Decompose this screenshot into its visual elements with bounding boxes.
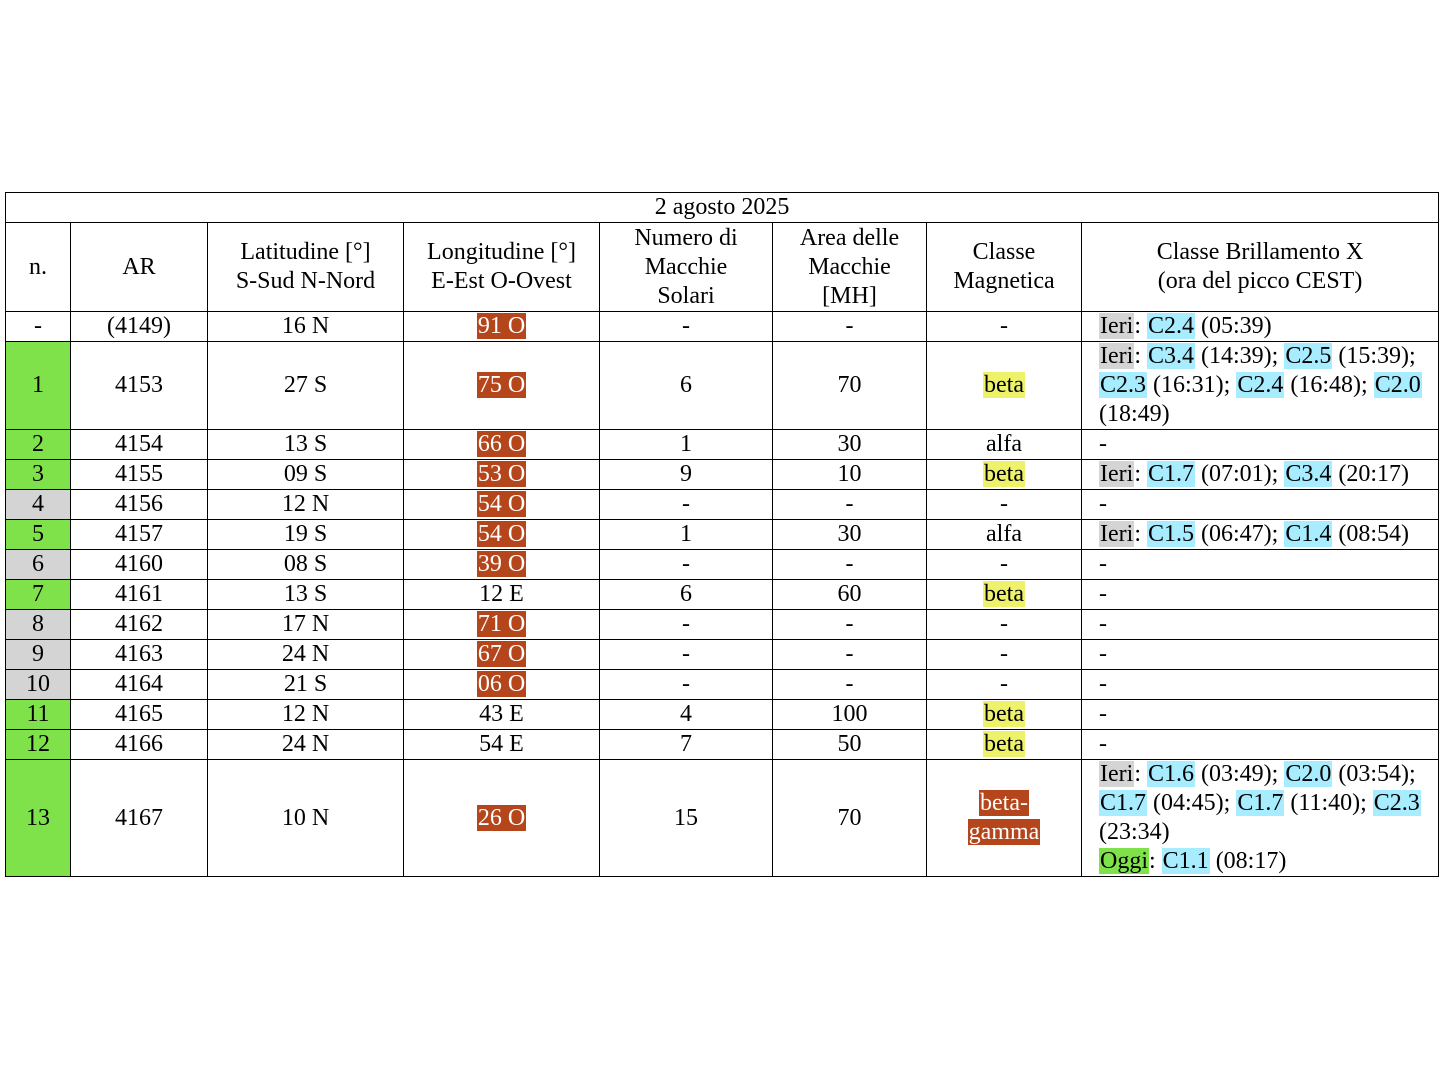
flare-class: C2.0	[1374, 372, 1421, 398]
sunspot-count: 9	[600, 460, 773, 490]
longitude	[404, 610, 600, 640]
flare-class: C1.7	[1100, 790, 1147, 816]
magnetic-class: -	[927, 550, 1082, 580]
magnetic-class: -	[927, 640, 1082, 670]
flare-list: -	[1082, 490, 1439, 520]
sunspot-area: 10	[773, 460, 927, 490]
flare-class: C1.6	[1147, 761, 1194, 787]
header-n: n.	[6, 223, 71, 312]
active-region: 4156	[71, 490, 208, 520]
magnetic-class: -	[927, 490, 1082, 520]
yesterday-label: Ieri	[1100, 313, 1134, 339]
longitude-highlight: 54 O	[477, 521, 526, 547]
flare-list: Ieri: C1.7 (07:01); C3.4 (20:17)	[1082, 460, 1439, 490]
sunspot-area: 100	[773, 700, 927, 730]
flare-list: -	[1082, 430, 1439, 460]
flare-class: C2.3	[1100, 372, 1147, 398]
magnetic-class-highlight: beta	[984, 581, 1024, 607]
longitude	[404, 430, 600, 460]
flare-list: -	[1082, 580, 1439, 610]
longitude-highlight: 75 O	[477, 372, 526, 398]
row-number: 1	[6, 342, 71, 430]
today-label: Oggi	[1100, 848, 1148, 874]
longitude-highlight: 26 O	[477, 804, 526, 831]
latitude: 24 N	[208, 730, 404, 760]
flare-list: Ieri: C1.5 (06:47); C1.4 (08:54)	[1082, 520, 1439, 550]
magnetic-class-highlight: beta-	[980, 790, 1028, 816]
row-number: 8	[6, 610, 71, 640]
row-number: 3	[6, 460, 71, 490]
row-number: 7	[6, 580, 71, 610]
flare-class: C1.7	[1147, 461, 1194, 487]
active-region: 4153	[71, 342, 208, 430]
table-row	[6, 490, 1439, 520]
latitude: 08 S	[208, 550, 404, 580]
sunspot-count: 1	[600, 520, 773, 550]
row-number: 2	[6, 430, 71, 460]
table-row	[6, 760, 1439, 877]
table-title: 2 agosto 2025	[6, 193, 1439, 223]
yesterday-label: Ieri	[1100, 761, 1134, 787]
sunspot-table	[5, 192, 1439, 877]
flare-class: C2.4	[1147, 313, 1194, 339]
longitude-highlight: 54 O	[477, 491, 526, 517]
active-region: 4167	[71, 760, 208, 877]
flare-class: C1.5	[1147, 521, 1194, 547]
yesterday-label: Ieri	[1100, 343, 1134, 369]
header-ar: AR	[71, 223, 208, 312]
active-region: 4162	[71, 610, 208, 640]
magnetic-class-highlight: beta	[984, 372, 1024, 398]
header-magnetic-class: Classe Magnetica	[927, 223, 1082, 312]
latitude: 19 S	[208, 520, 404, 550]
magnetic-class: alfa	[927, 430, 1082, 460]
sunspot-count: 6	[600, 580, 773, 610]
header-latitude: Latitudine [°] S-Sud N-Nord	[208, 223, 404, 312]
flare-list: Ieri: C3.4 (14:39); C2.5 (15:39); C2.3 (16:31); C2.4 (16:48); C2.0 (18:49)	[1082, 342, 1439, 430]
sunspot-area: 70	[773, 342, 927, 430]
latitude: 10 N	[208, 760, 404, 877]
flare-class: C1.4	[1285, 521, 1332, 547]
yesterday-label: Ieri	[1100, 521, 1134, 547]
flare-list: -	[1082, 550, 1439, 580]
longitude: 12 E	[404, 580, 600, 610]
active-region: 4163	[71, 640, 208, 670]
longitude-highlight: 39 O	[477, 551, 526, 577]
magnetic-class	[927, 460, 1082, 490]
magnetic-class: alfa	[927, 520, 1082, 550]
row-number: 11	[6, 700, 71, 730]
magnetic-class	[927, 730, 1082, 760]
table-row	[6, 610, 1439, 640]
longitude-highlight: 71 O	[477, 611, 526, 637]
latitude: 13 S	[208, 430, 404, 460]
sunspot-count: -	[600, 550, 773, 580]
longitude	[404, 760, 600, 877]
sunspot-area: 50	[773, 730, 927, 760]
row-number: -	[6, 312, 71, 342]
longitude-highlight: 53 O	[477, 461, 526, 487]
sunspot-count: 6	[600, 342, 773, 430]
magnetic-class: -	[927, 312, 1082, 342]
longitude-highlight: 91 O	[477, 313, 526, 339]
longitude	[404, 670, 600, 700]
magnetic-class-highlight: beta	[984, 461, 1024, 487]
row-number: 6	[6, 550, 71, 580]
longitude	[404, 490, 600, 520]
sunspot-count: -	[600, 490, 773, 520]
row-number: 5	[6, 520, 71, 550]
sunspot-count: 1	[600, 430, 773, 460]
table-row	[6, 550, 1439, 580]
latitude: 12 N	[208, 490, 404, 520]
sunspot-count: -	[600, 670, 773, 700]
table-row	[6, 312, 1439, 342]
flare-class: C3.4	[1147, 343, 1194, 369]
longitude: 54 E	[404, 730, 600, 760]
longitude-highlight: 06 O	[477, 671, 526, 697]
sunspot-area: -	[773, 670, 927, 700]
flare-class: C3.4	[1285, 461, 1332, 487]
active-region: 4164	[71, 670, 208, 700]
sunspot-area: -	[773, 610, 927, 640]
sunspot-area: -	[773, 550, 927, 580]
magnetic-class	[927, 342, 1082, 430]
flare-list: -	[1082, 700, 1439, 730]
table-row	[6, 430, 1439, 460]
sunspot-count: 4	[600, 700, 773, 730]
flare-class: C1.1	[1162, 848, 1209, 874]
table-row	[6, 580, 1439, 610]
longitude	[404, 312, 600, 342]
table-row	[6, 730, 1439, 760]
row-number: 10	[6, 670, 71, 700]
latitude: 17 N	[208, 610, 404, 640]
latitude: 27 S	[208, 342, 404, 430]
row-number: 12	[6, 730, 71, 760]
magnetic-class: -	[927, 610, 1082, 640]
active-region: (4149)	[71, 312, 208, 342]
flare-class: C2.0	[1285, 761, 1332, 787]
sunspot-count: 15	[600, 760, 773, 877]
latitude: 13 S	[208, 580, 404, 610]
table-row	[6, 520, 1439, 550]
flare-list: Ieri: C2.4 (05:39)	[1082, 312, 1439, 342]
flare-class: C2.4	[1237, 372, 1284, 398]
latitude: 12 N	[208, 700, 404, 730]
flare-list: -	[1082, 610, 1439, 640]
table-row	[6, 342, 1439, 430]
magnetic-class	[927, 700, 1082, 730]
sunspot-count: -	[600, 610, 773, 640]
sunspot-area: -	[773, 312, 927, 342]
table-row	[6, 700, 1439, 730]
sunspot-area: 60	[773, 580, 927, 610]
sunspot-area: -	[773, 490, 927, 520]
active-region: 4157	[71, 520, 208, 550]
flare-class: C2.3	[1373, 790, 1420, 816]
flare-list: Ieri: C1.6 (03:49); C2.0 (03:54); C1.7 (04:45); C1.7 (11:40); C2.3 (23:34) Oggi: C1.1 (08:17)	[1082, 760, 1439, 877]
longitude	[404, 640, 600, 670]
latitude: 24 N	[208, 640, 404, 670]
longitude	[404, 520, 600, 550]
row-number: 9	[6, 640, 71, 670]
magnetic-class	[927, 580, 1082, 610]
flare-list: -	[1082, 640, 1439, 670]
active-region: 4160	[71, 550, 208, 580]
header-longitude: Longitudine [°] E-Est O-Ovest	[404, 223, 600, 312]
sunspot-area: 70	[773, 760, 927, 877]
flare-class: C2.5	[1285, 343, 1332, 369]
magnetic-class: -	[927, 670, 1082, 700]
active-region: 4165	[71, 700, 208, 730]
magnetic-class-highlight: gamma	[968, 819, 1040, 845]
table-row	[6, 670, 1439, 700]
latitude: 09 S	[208, 460, 404, 490]
flare-list: -	[1082, 730, 1439, 760]
longitude: 43 E	[404, 700, 600, 730]
active-region: 4155	[71, 460, 208, 490]
longitude	[404, 460, 600, 490]
longitude	[404, 550, 600, 580]
table-row	[6, 460, 1439, 490]
magnetic-class	[927, 760, 1082, 877]
longitude	[404, 342, 600, 430]
row-number: 13	[6, 760, 71, 877]
latitude: 21 S	[208, 670, 404, 700]
active-region: 4166	[71, 730, 208, 760]
sunspot-area: 30	[773, 430, 927, 460]
flare-class: C1.7	[1237, 790, 1284, 816]
header-flare-class: Classe Brillamento X (ora del picco CEST)	[1082, 223, 1439, 312]
latitude: 16 N	[208, 312, 404, 342]
table-row	[6, 640, 1439, 670]
sunspot-count: -	[600, 640, 773, 670]
header-area: Area delle Macchie [MH]	[773, 223, 927, 312]
yesterday-label: Ieri	[1100, 461, 1134, 487]
sunspot-area: 30	[773, 520, 927, 550]
magnetic-class-highlight: beta	[984, 701, 1024, 727]
magnetic-class-highlight: beta	[984, 731, 1024, 757]
flare-list: -	[1082, 670, 1439, 700]
row-number: 4	[6, 490, 71, 520]
sunspot-count: 7	[600, 730, 773, 760]
longitude-highlight: 66 O	[477, 431, 526, 457]
sunspot-area: -	[773, 640, 927, 670]
active-region: 4154	[71, 430, 208, 460]
header-spots: Numero di Macchie Solari	[600, 223, 773, 312]
longitude-highlight: 67 O	[477, 641, 526, 667]
active-region: 4161	[71, 580, 208, 610]
sunspot-count: -	[600, 312, 773, 342]
